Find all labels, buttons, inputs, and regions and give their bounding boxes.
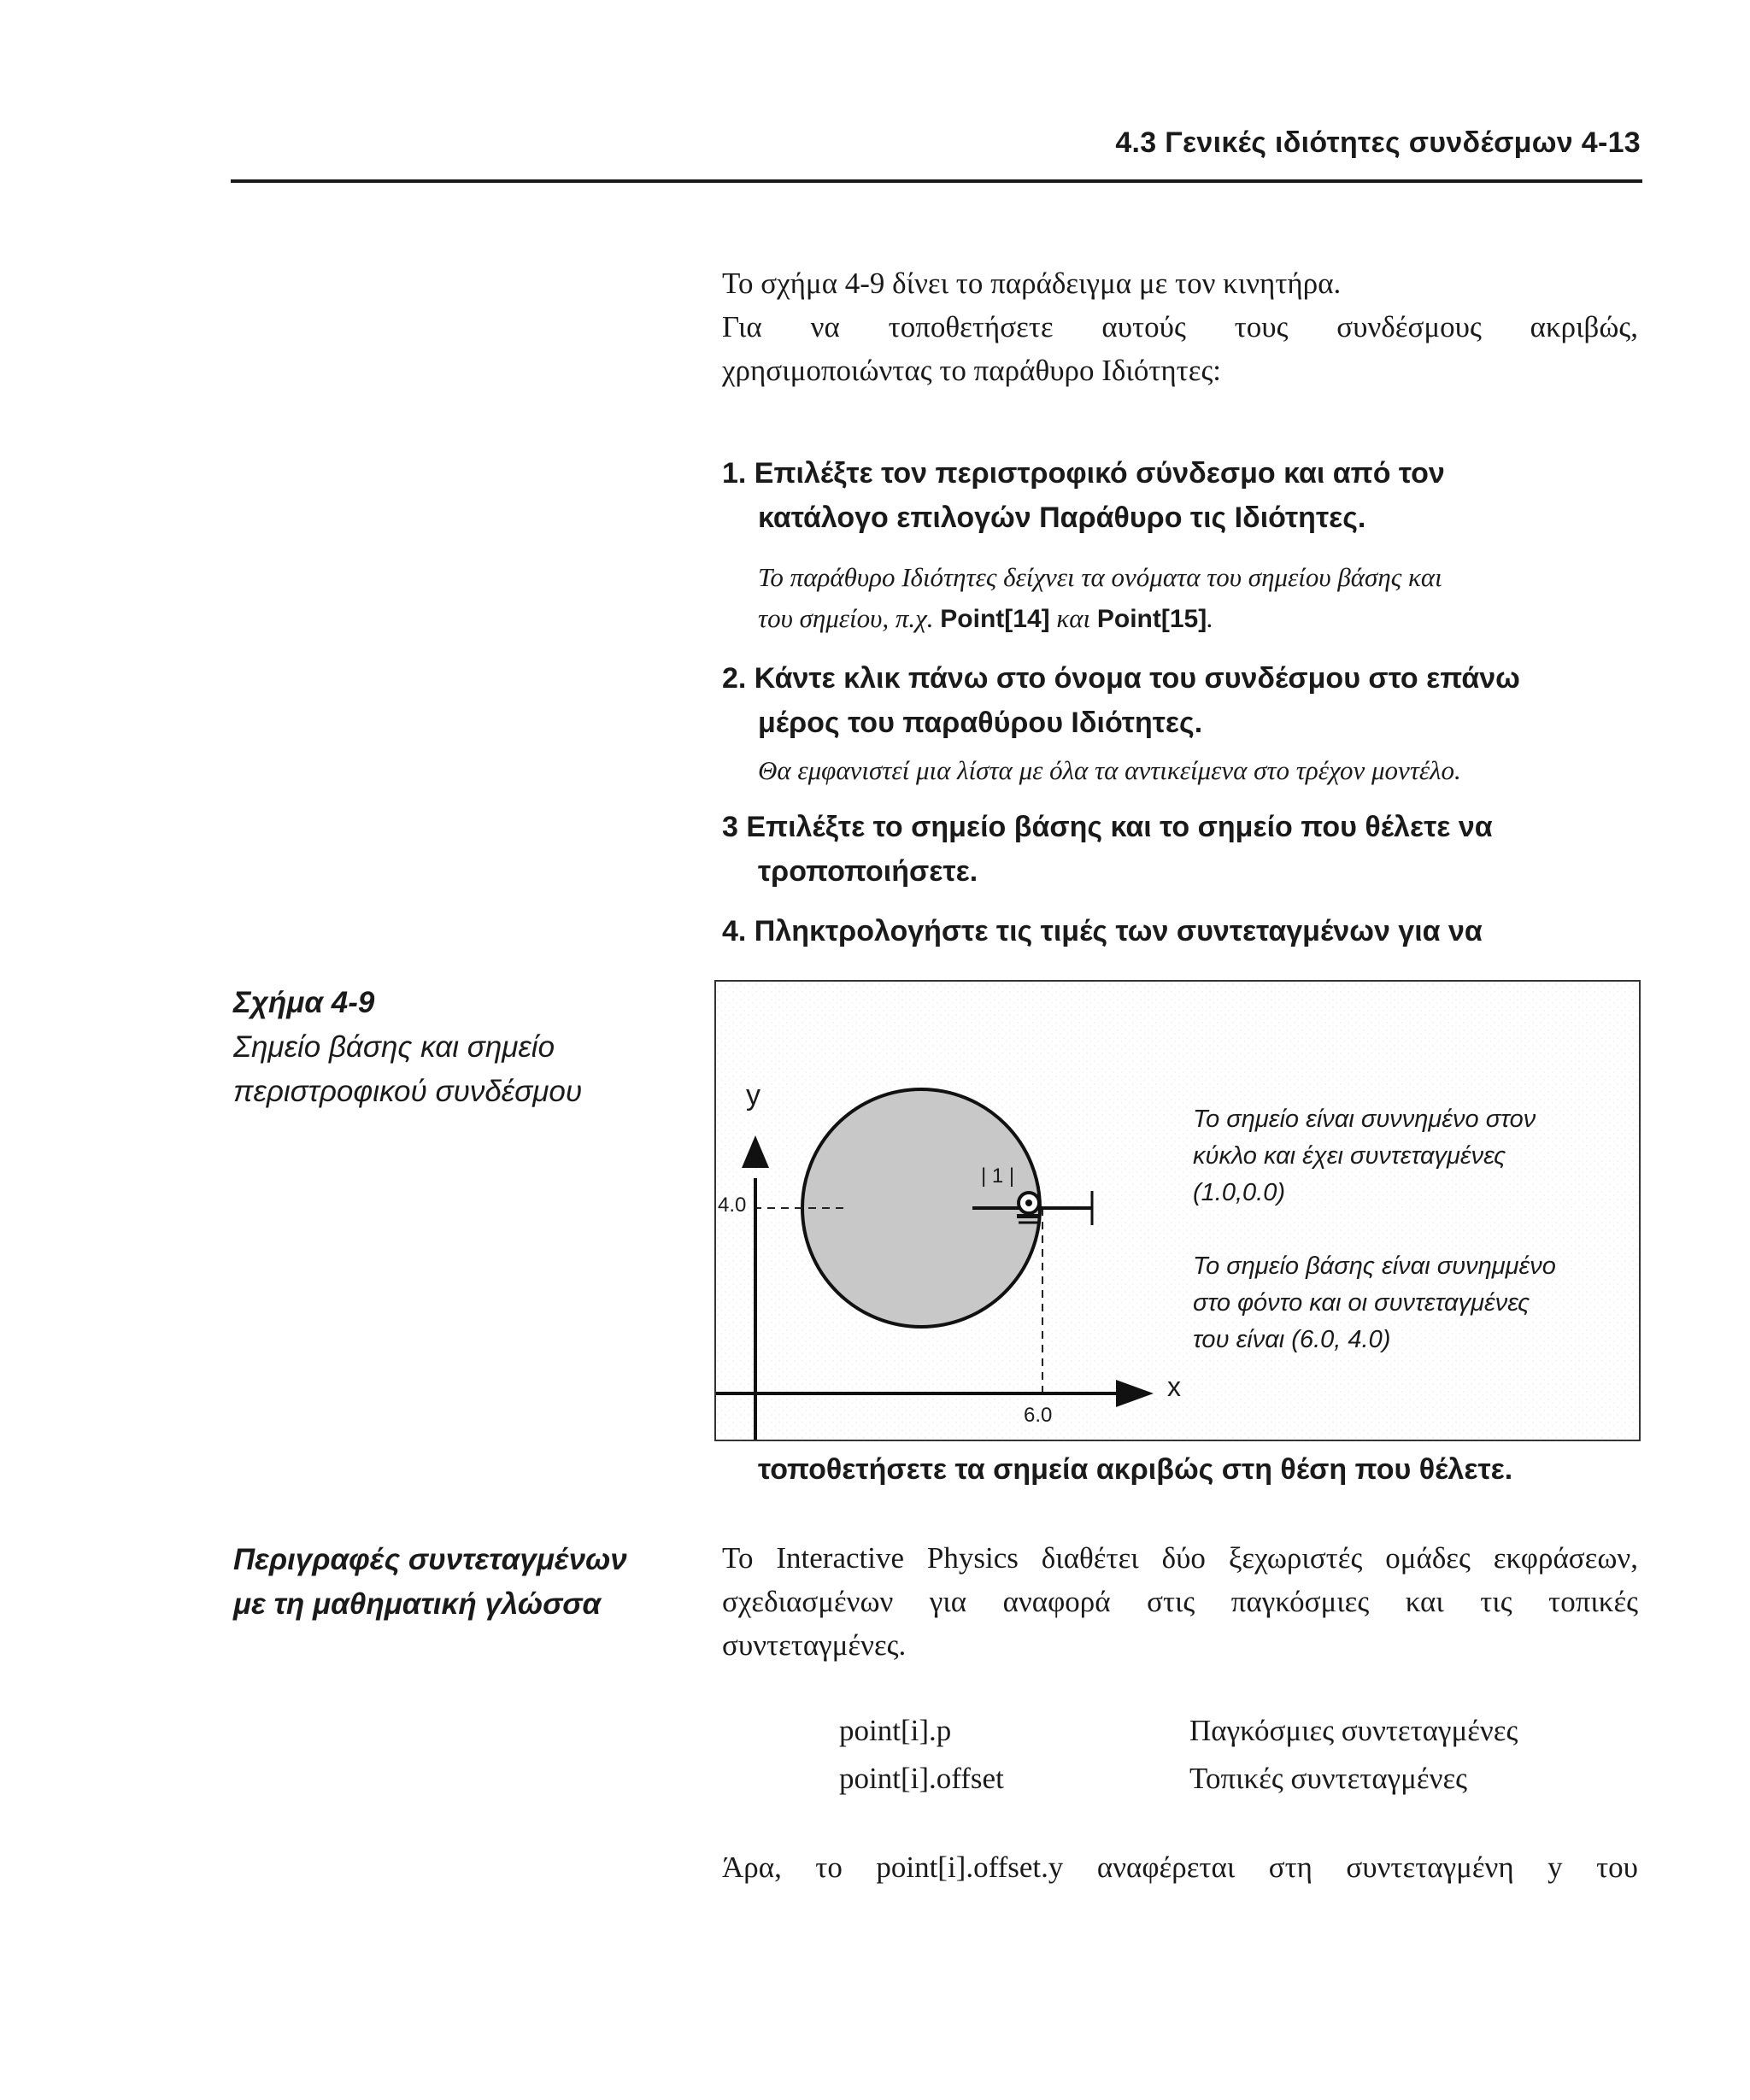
step-3-line2: τροποποιήσετε. bbox=[758, 855, 978, 888]
point-term-14: Point[14] bbox=[940, 605, 1050, 633]
final-line: Άρα, το point[i].offset.y αναφέρεται στη συντεταγμένη y του bbox=[722, 1851, 1638, 1884]
step-3-line1: 3 Επιλέξτε το σημείο βάσης και το σημείο που θέλετε να bbox=[722, 811, 1493, 843]
section-side-heading-line1: Περιγραφές συντεταγμένων bbox=[233, 1543, 627, 1576]
section-para-line: Το Interactive Physics διαθέτει δύο ξεχωριστές ομάδες εκφράσεων, bbox=[722, 1541, 1638, 1575]
header-rule bbox=[231, 179, 1642, 183]
revolute-joint-icon bbox=[1017, 1193, 1041, 1223]
final-paragraph bbox=[722, 1845, 1638, 1889]
step-1-line2: κατάλογο επιλογών Παράθυρο τις Ιδιότητες. bbox=[758, 502, 1366, 534]
figure-caption-title: Σχήμα 4-9 bbox=[233, 986, 375, 1019]
step-4-line1: 4. Πληκτρολογήστε τις τιμές των συντεταγμένων για να bbox=[722, 915, 1483, 947]
step-2-note-line1: Θα εμφανιστεί μια λίστα με όλα τα αντικείμενα στο τρέχον μοντέλο. bbox=[758, 755, 1461, 785]
expression-cell: point[i].p bbox=[839, 1714, 952, 1747]
annotation-point-line2: κύκλο και έχει συντεταγμένες bbox=[1193, 1142, 1506, 1170]
tick-label-y: 4.0 bbox=[718, 1194, 747, 1217]
annotation-base-line1: Το σημείο βάσης είναι συνημμένο bbox=[1193, 1252, 1556, 1280]
step-2-line2: μέρος του παραθύρου Ιδιότητες. bbox=[758, 707, 1203, 739]
expression-cell: point[i].offset bbox=[839, 1762, 1004, 1795]
point-term-15: Point[15] bbox=[1096, 605, 1207, 633]
note-text: και bbox=[1049, 603, 1097, 633]
section-side-heading-line2: με τη μαθηματική γλώσσα bbox=[233, 1587, 602, 1621]
running-header: 4.3 Γενικές ιδιότητες συνδέσμων 4-13 bbox=[1115, 126, 1641, 159]
figure-caption-line1: Σημείο βάσης και σημείο bbox=[233, 1030, 555, 1064]
description-column bbox=[1189, 1707, 1518, 1803]
step-2-line1: 2. Κάντε κλικ πάνω στο όνομα του συνδέσμου στο επάνω bbox=[722, 662, 1520, 695]
annotation-point-line3: (1.0,0.0) bbox=[1193, 1179, 1285, 1206]
step-1-note bbox=[758, 557, 1442, 640]
expression-column bbox=[839, 1707, 1004, 1803]
intro-line: Το σχήμα 4-9 δίνει το παράδειγμα με τον κινητήρα. bbox=[722, 267, 1342, 300]
step-1-note-line2 bbox=[758, 598, 1442, 640]
annotation-point-line1: Το σημείο είναι συννημένο στον bbox=[1193, 1106, 1536, 1133]
body-number-label: | 1 | bbox=[981, 1164, 1015, 1188]
step-1-note-line1: Το παράθυρο Ιδιότητες δείχνει τα ονόματα του σημείου βάσης και bbox=[758, 562, 1442, 592]
figure-caption-line2: περιστροφικού συνδέσμου bbox=[233, 1075, 583, 1108]
annotation-base-line2: στο φόντο και οι συντεταγμένες bbox=[1193, 1289, 1530, 1317]
figure-4-9 bbox=[714, 980, 1641, 1441]
step-2-note bbox=[758, 750, 1461, 791]
description-cell: Τοπικές συντεταγμένες bbox=[1189, 1762, 1467, 1795]
axis-y-label: y bbox=[746, 1079, 760, 1112]
annotation-point bbox=[1193, 1101, 1536, 1211]
step-1-title bbox=[722, 451, 1445, 540]
section-paragraph bbox=[722, 1536, 1638, 1667]
intro-paragraph bbox=[722, 261, 1638, 392]
annotation-base-line3: του είναι (6.0, 4.0) bbox=[1193, 1326, 1391, 1353]
note-text: . bbox=[1207, 603, 1213, 633]
step-1-line1: 1. Επιλέξτε τον περιστροφικό σύνδεσμο και από τον bbox=[722, 457, 1445, 490]
step-3-title bbox=[722, 805, 1493, 894]
section-para-line: συντεταγμένες. bbox=[722, 1628, 907, 1662]
tick-label-x: 6.0 bbox=[1024, 1404, 1053, 1427]
annotation-base-point bbox=[1193, 1248, 1556, 1358]
intro-line: χρησιμοποιώντας το παράθυρο Ιδιότητες: bbox=[722, 354, 1222, 387]
section-para-line: σχεδιασμένων για αναφορά στις παγκόσμιες και τις τοπικές bbox=[722, 1585, 1638, 1618]
note-text: του σημείου, π.χ. bbox=[758, 603, 941, 633]
description-cell: Παγκόσμιες συντεταγμένες bbox=[1189, 1714, 1518, 1747]
axis-x-label: x bbox=[1167, 1371, 1181, 1402]
intro-line: Για να τοποθετήσετε αυτούς τους συνδέσμους ακριβώς, bbox=[722, 310, 1638, 343]
step-4-line2: τοποθετήσετε τα σημεία ακριβώς στη θέση που θέλετε. bbox=[758, 1453, 1513, 1486]
step-2-title bbox=[722, 656, 1520, 745]
